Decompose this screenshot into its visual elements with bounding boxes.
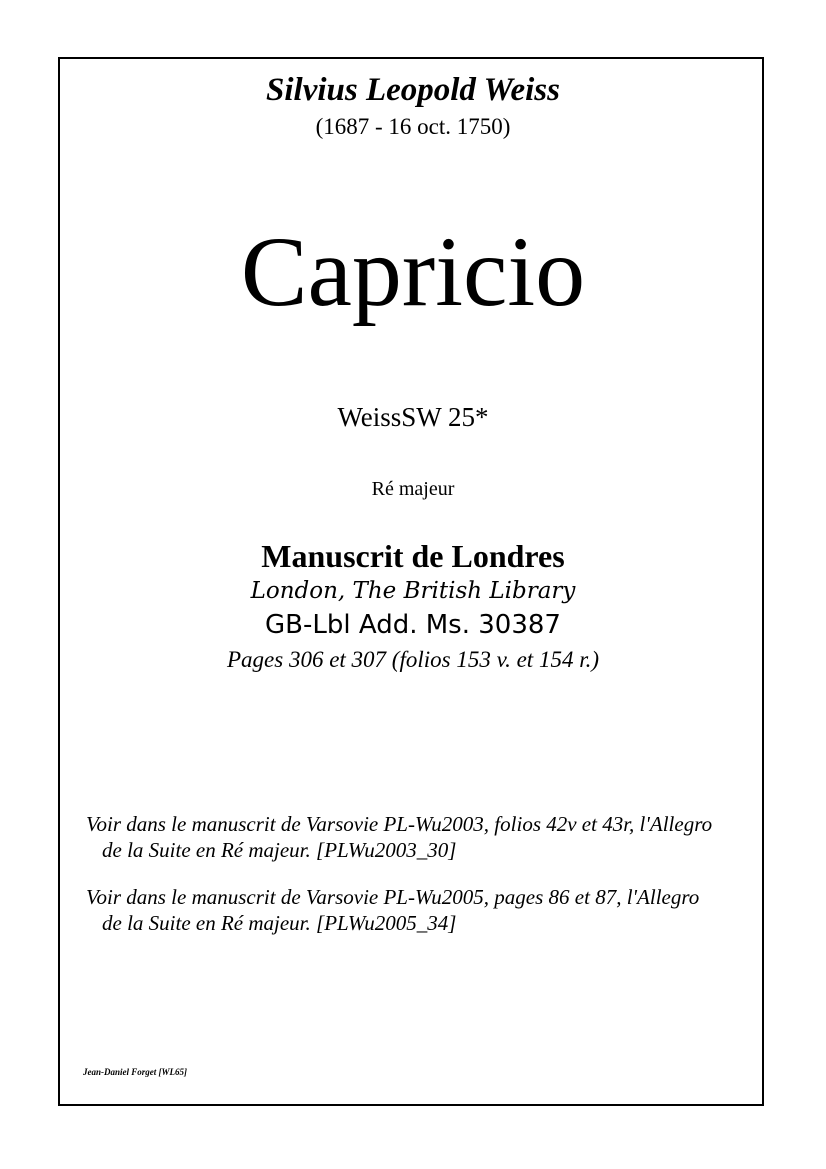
- manuscript-pages: Pages 306 et 307 (folios 153 v. et 154 r.): [227, 647, 599, 672]
- manuscript-library: London, The British Library: [250, 578, 576, 604]
- catalog-number: WeissSW 25*: [337, 402, 489, 432]
- composer-dates: (1687 - 16 oct. 1750): [315, 114, 511, 139]
- piece-title: Capricio: [240, 216, 586, 327]
- note-line: de la Suite en Ré majeur. [PLWu2005_34]: [102, 911, 457, 935]
- note-warsaw-2003: [86, 811, 766, 863]
- key-signature: Ré majeur: [371, 478, 455, 500]
- composer-name: Silvius Leopold Weiss: [266, 72, 560, 108]
- footer-credit: Jean-Daniel Forget [WL65]: [83, 1067, 187, 1077]
- note-line: de la Suite en Ré majeur. [PLWu2003_30]: [102, 838, 457, 862]
- note-line: Voir dans le manuscrit de Varsovie PL-Wu2003, folios 42v et 43r, l'Allegro: [86, 812, 713, 836]
- manuscript-title: Manuscrit de Londres: [261, 538, 565, 574]
- note-line: Voir dans le manuscrit de Varsovie PL-Wu2005, pages 86 et 87, l'Allegro: [86, 885, 700, 909]
- note-warsaw-2005: [86, 884, 766, 936]
- manuscript-shelfmark: GB-Lbl Add. Ms. 30387: [265, 610, 561, 640]
